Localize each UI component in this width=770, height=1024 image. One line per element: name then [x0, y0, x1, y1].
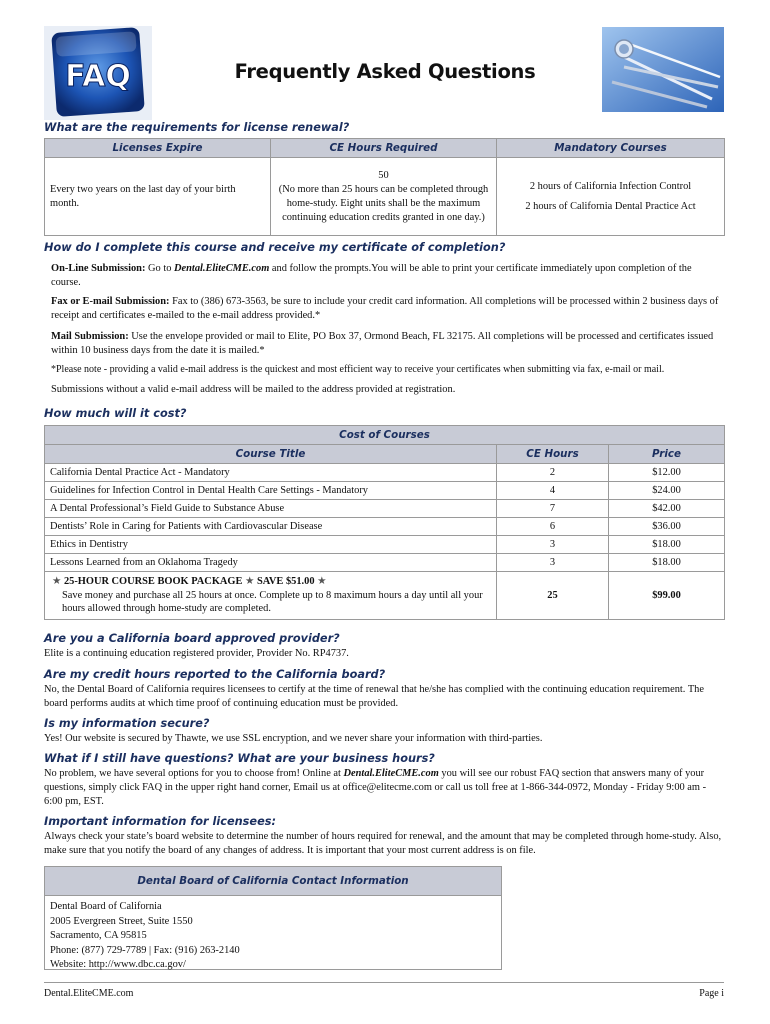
renewal-expire: Every two years on the last day of your birth month.: [45, 158, 271, 236]
course-title: Guidelines for Infection Control in Dental Health Care Settings - Mandatory: [45, 482, 497, 500]
renewal-header-mandatory: Mandatory Courses: [497, 139, 725, 158]
renewal-ce-note: (No more than 25 hours can be completed through home-study. Eight units shall be the maximum continuing education credits granted in one day.): [278, 183, 489, 223]
star-icon: ★: [245, 576, 255, 588]
course-hours: 3: [497, 536, 609, 554]
mail-text: Use the envelope provided or mail to Elite, PO Box 37, Ormond Beach, FL 32175. All completions will be processed and certificates issued within 10 business days from the date it is mailed.*: [51, 331, 714, 356]
course-price: $42.00: [609, 500, 725, 518]
course-title: A Dental Professional’s Field Guide to Substance Abuse: [45, 500, 497, 518]
mandatory-course: 2 hours of California Infection Control: [529, 180, 692, 192]
answer-secure: Yes! Our website is secured by Thawte, we use SSL encryption, and we never share your information with third-parties.: [44, 733, 543, 744]
package-hours: 25: [497, 572, 609, 620]
course-price: $36.00: [609, 518, 725, 536]
question-renewal: What are the requirements for license renewal?: [44, 121, 350, 134]
package-price: $99.00: [609, 572, 725, 620]
fax-label: Fax or E-mail Submission:: [51, 296, 170, 307]
fax-submission: [51, 295, 723, 323]
renewal-ce-hours: 50: [378, 169, 389, 181]
online-submission: [51, 262, 723, 290]
question-approved: Are you a California board approved provider?: [44, 632, 340, 645]
cost-header-title: Course Title: [45, 445, 497, 464]
contact-line: Phone: (877) 729-7789 | Fax: (916) 263-2140: [50, 944, 240, 956]
note-mail: Submissions without a valid e-mail address will be mailed to the address provided at registration.: [51, 384, 456, 395]
course-title: Lessons Learned from an Oklahoma Tragedy: [45, 554, 497, 572]
course-hours: 3: [497, 554, 609, 572]
package-title: 25-HOUR COURSE BOOK PACKAGE: [63, 576, 243, 588]
online-post: and follow the prompts.You will be able to print your certificate immediately upon completion of the course.: [51, 263, 692, 288]
cost-table-title: Cost of Courses: [45, 426, 725, 445]
renewal-header-ce: CE Hours Required: [271, 139, 497, 158]
answer-approved: Elite is a continuing education registered provider, Provider No. RP4737.: [44, 648, 349, 659]
online-label: On-Line Submission:: [51, 263, 146, 274]
course-title: Ethics in Dentistry: [45, 536, 497, 554]
contact-line: Dental Board of California: [50, 901, 162, 912]
course-price: $18.00: [609, 536, 725, 554]
contact-line: 2005 Evergreen Street, Suite 1550: [50, 915, 193, 927]
renewal-table: [44, 138, 725, 236]
mail-label: Mail Submission:: [51, 331, 129, 342]
mail-submission: [51, 330, 723, 358]
renewal-header-expire: Licenses Expire: [45, 139, 271, 158]
table-row: [45, 464, 725, 482]
course-hours: 2: [497, 464, 609, 482]
question-reported: Are my credit hours reported to the California board?: [44, 668, 386, 681]
course-price: $24.00: [609, 482, 725, 500]
contact-title: Dental Board of California Contact Information: [45, 867, 501, 896]
contact-box: [44, 866, 502, 970]
package-desc: Save money and purchase all 25 hours at once. Complete up to 8 maximum hours a day until all your hours allowed through home-study are completed.: [62, 589, 483, 615]
course-hours: 6: [497, 518, 609, 536]
table-row: [45, 518, 725, 536]
question-cost: How much will it cost?: [44, 407, 187, 420]
question-business-hours: What if I still have questions? What are your business hours?: [44, 752, 435, 765]
answer-licensees: Always check your state’s board website to determine the number of hours required for renewal, and the amount that may be completed through home-study. Also, make sure that you notify the board of any changes of address. It is important that your most current address is on file.: [44, 831, 722, 856]
mandatory-course: 2 hours of California Dental Practice Act: [525, 200, 696, 212]
package-save: SAVE $51.00: [256, 576, 315, 588]
package-cell: [45, 572, 497, 620]
site-link[interactable]: Dental.EliteCME.com: [343, 768, 439, 779]
online-link[interactable]: Dental.EliteCME.com: [174, 263, 270, 274]
cost-header-price: Price: [609, 445, 725, 464]
note-email: *Please note - providing a valid e-mail address is the quickest and most efficient way to receive your certificates when submitting via fax, e-mail or mail.: [51, 364, 665, 375]
course-title: California Dental Practice Act - Mandatory: [45, 464, 497, 482]
page-title: Frequently Asked Questions: [234, 60, 536, 83]
star-icon: ★: [317, 576, 327, 588]
table-row: [45, 500, 725, 518]
course-title: Dentists’ Role in Caring for Patients with Cardiovascular Disease: [45, 518, 497, 536]
renewal-ce-cell: [271, 158, 497, 236]
table-row: [45, 554, 725, 572]
answer-business-hours: [44, 767, 724, 809]
page-number: Page i: [699, 988, 724, 999]
course-price: $12.00: [609, 464, 725, 482]
online-pre: Go to: [148, 263, 172, 274]
contact-line: Website: http://www.dbc.ca.gov/: [50, 959, 186, 970]
star-icon: ★: [52, 576, 62, 588]
footer-divider: [44, 982, 724, 983]
question-licensees: Important information for licensees:: [44, 815, 276, 828]
answer-post: you will see our robust FAQ section that answers many of your questions, simply click FAQ in the upper right hand corner, Email us at office@elitecme.com or call us toll free at 1-866-344-0972, Monday - Friday 9:00 am - 6:00 pm, EST.: [44, 768, 707, 807]
renewal-mandatory-cell: [497, 158, 725, 236]
course-price: $18.00: [609, 554, 725, 572]
answer-pre: No problem, we have several options for you to choose from! Online at: [44, 768, 341, 779]
course-hours: 4: [497, 482, 609, 500]
answer-reported: No, the Dental Board of California requires licensees to certify at the time of renewal that he/she has complied with the continuing education requirement. The board performs audits at which time proof of continuing education must be provided.: [44, 684, 704, 709]
cost-table: [44, 425, 725, 620]
question-complete: How do I complete this course and receive my certificate of completion?: [44, 241, 506, 254]
contact-line: Sacramento, CA 95815: [50, 930, 147, 941]
question-secure: Is my information secure?: [44, 717, 210, 730]
fax-text: Fax to (386) 673-3563, be sure to include your credit card information. All completions will be processed within 2 business days of receipt and certificates e-mailed to the e-mail address provided.*: [51, 296, 719, 321]
package-row: [45, 572, 725, 620]
svg-text:FAQ: FAQ: [65, 59, 131, 94]
course-hours: 7: [497, 500, 609, 518]
cost-header-hours: CE Hours: [497, 445, 609, 464]
table-row: [45, 536, 725, 554]
footer-site: Dental.EliteCME.com: [44, 988, 134, 999]
table-row: [45, 482, 725, 500]
